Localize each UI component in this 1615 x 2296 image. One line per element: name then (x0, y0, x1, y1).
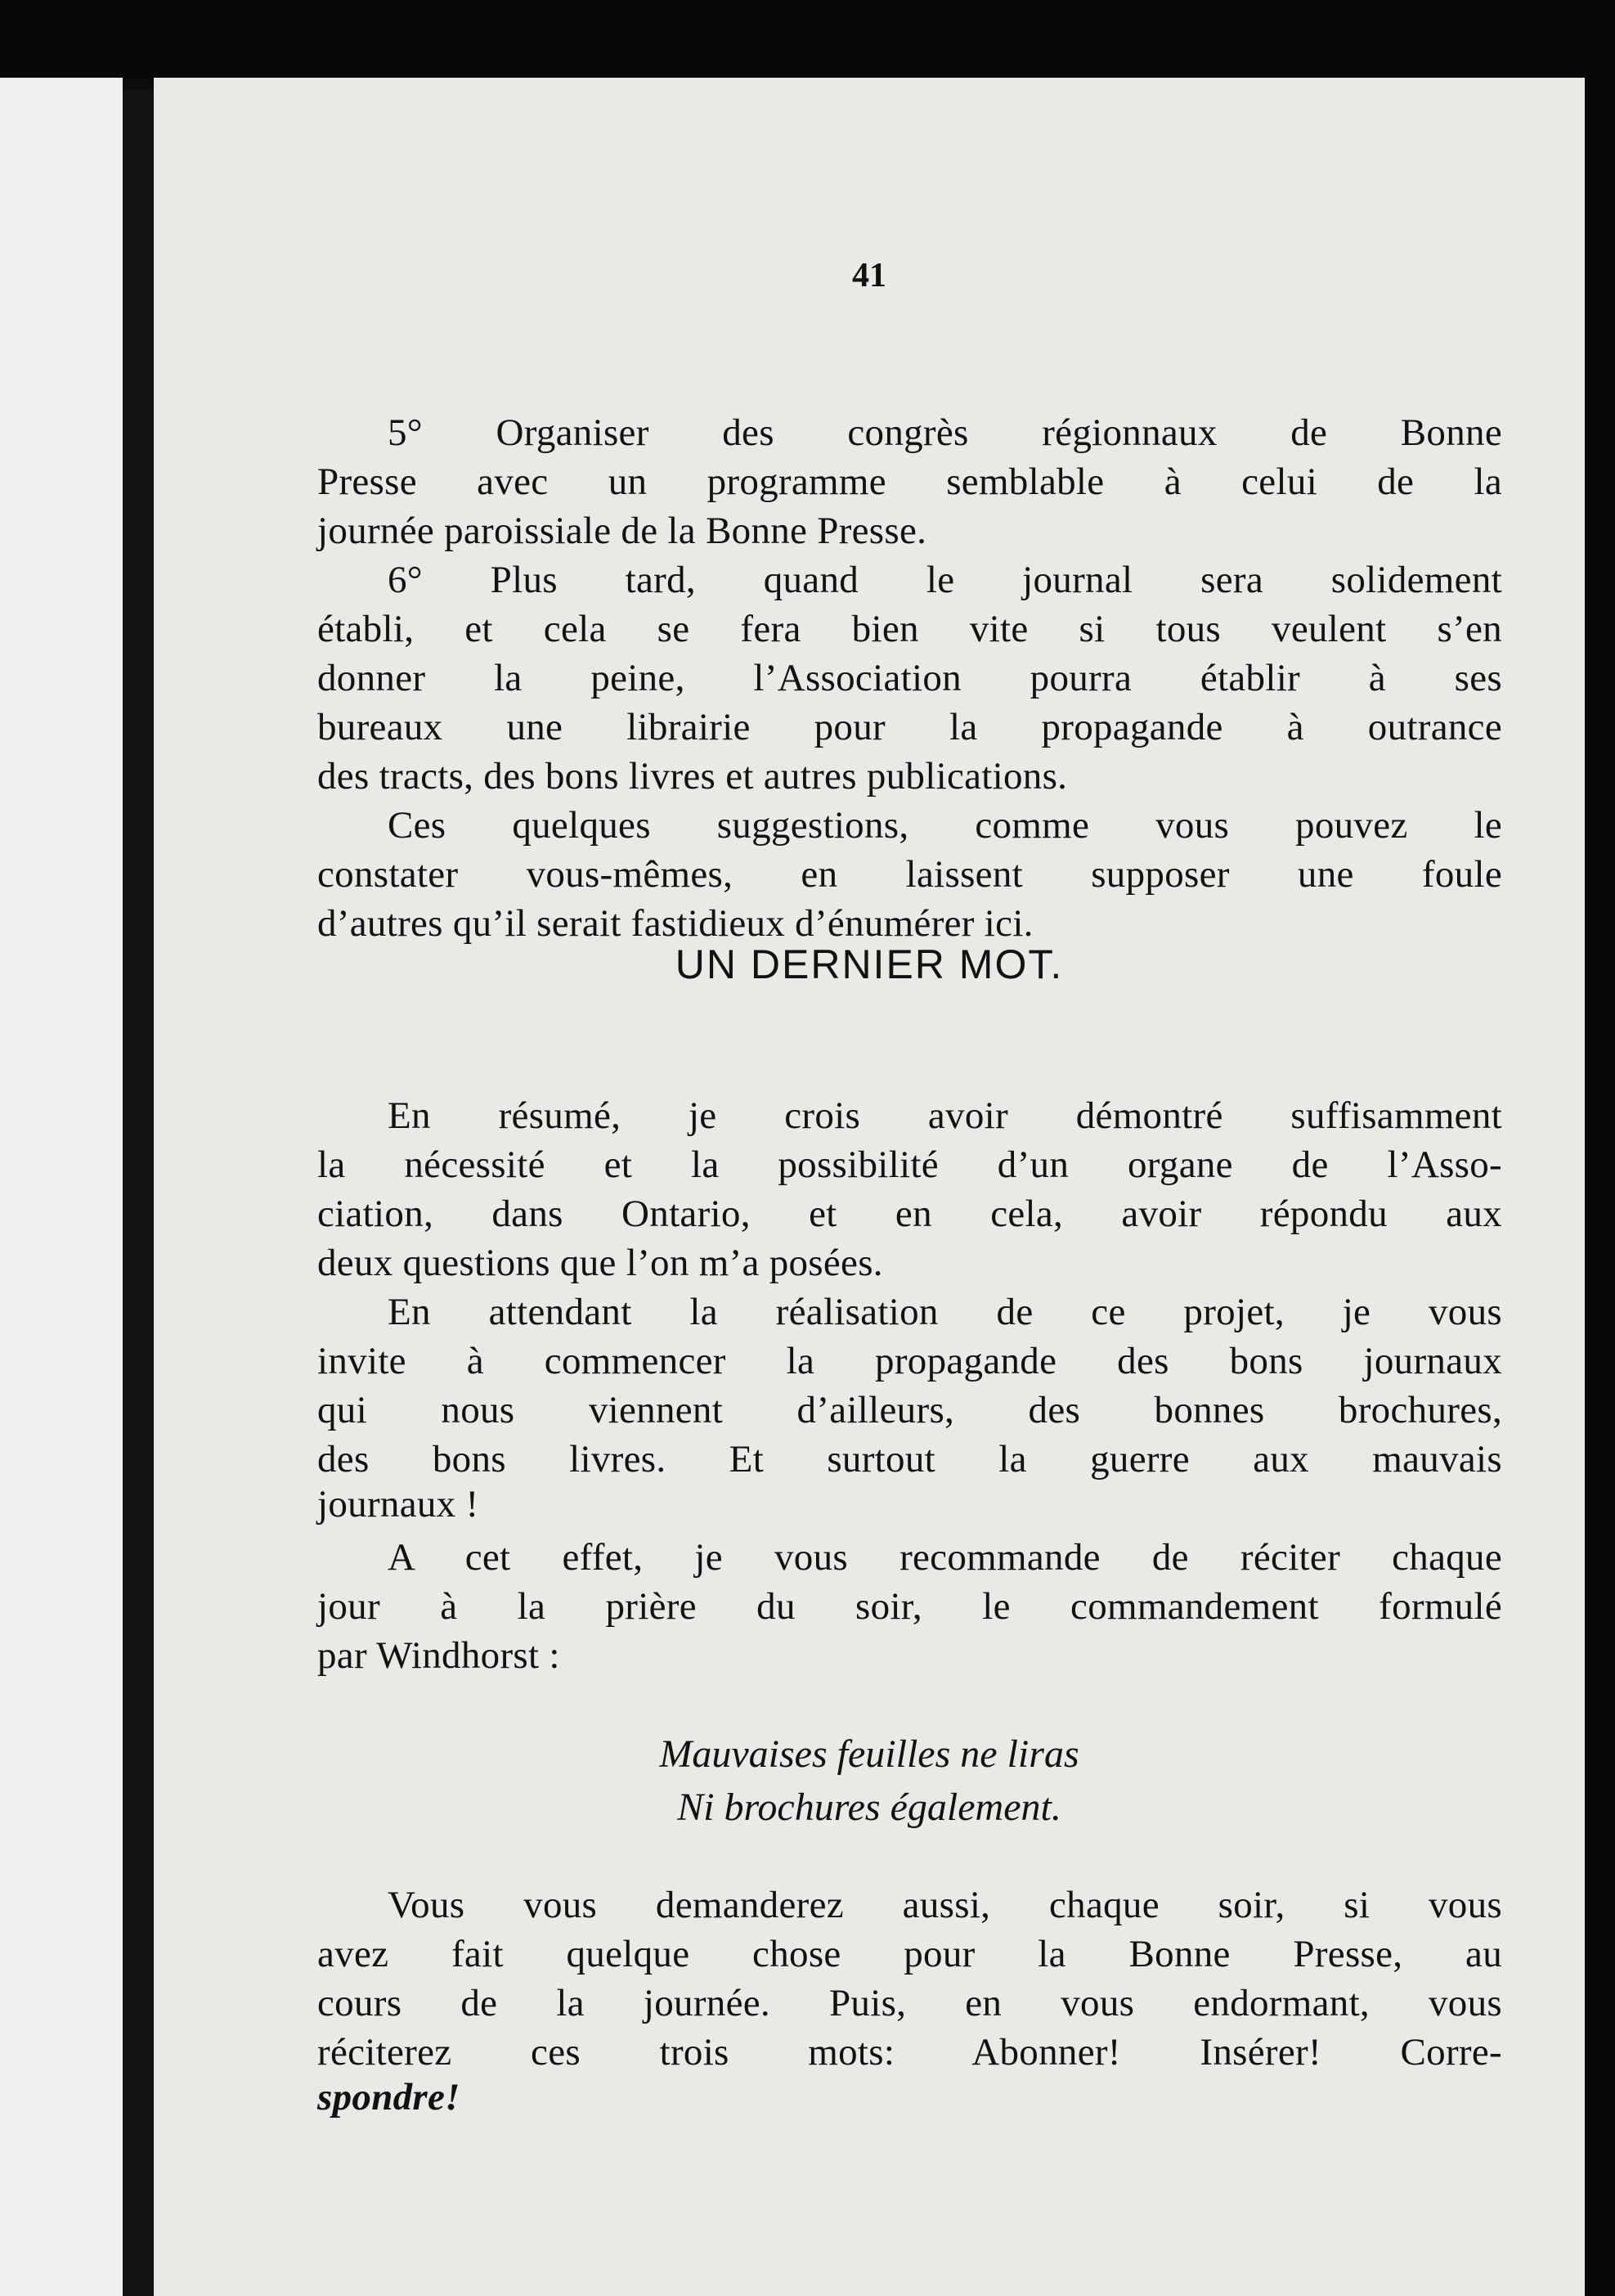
scan-top-border (0, 0, 1615, 78)
text-line: avez fait quelque chose pour la Bonne Presse, au (317, 1933, 1502, 1975)
text-line: Presse avec un programme semblable à celui de la (317, 461, 1502, 503)
text-line: d’autres qu’il serait fastidieux d’énumérer ici. (317, 902, 1034, 945)
text-line: Vous vous demanderez aussi, chaque soir, si vous (388, 1884, 1502, 1926)
text-line: cours de la journée. Puis, en vous endormant, vous (317, 1982, 1502, 2024)
text-line: En résumé, je crois avoir démontré suffisamment (388, 1094, 1502, 1137)
text-line: donner la peine, l’Association pourra établir à ses (317, 657, 1502, 699)
text-line: spondre! (317, 2076, 460, 2119)
text-line: réciterez ces trois mots: Abonner! Insérer! Corre- (317, 2031, 1502, 2074)
text-line: bureaux une librairie pour la propagande à outrance (317, 706, 1502, 748)
text-line: des tracts, des bons livres et autres publications. (317, 755, 1068, 798)
text-line: la nécessité et la possibilité d’un organe de l’Asso- (317, 1144, 1502, 1186)
page-number: 41 (852, 257, 886, 294)
scan-right-border (1585, 78, 1615, 2296)
text-line: jour à la prière du soir, le commandement formulé (317, 1585, 1502, 1628)
poem-line: Ni brochures également. (677, 1786, 1061, 1829)
facing-page-edge (0, 78, 123, 2296)
text-line: des bons livres. Et surtout la guerre aux mauvais (317, 1438, 1502, 1480)
text-line: 6° Plus tard, quand le journal sera solidement (388, 559, 1502, 601)
text-line: établi, et cela se fera bien vite si tous veulent s’en (317, 608, 1502, 650)
text-line: En attendant la réalisation de ce projet, je vous (388, 1291, 1502, 1333)
poem-line: Mauvaises feuilles ne liras (659, 1732, 1079, 1776)
text-line: 5° Organiser des congrès régionnaux de Bonne (388, 411, 1502, 454)
text-line: journée paroissiale de la Bonne Presse. (317, 510, 927, 552)
text-line: deux questions que l’on m’a posées. (317, 1242, 883, 1284)
text-line: ciation, dans Ontario, et en cela, avoir répondu aux (317, 1193, 1502, 1235)
text-line: qui nous viennent d’ailleurs, des bonnes brochures, (317, 1389, 1502, 1431)
section-heading: UN DERNIER MOT. (675, 941, 1064, 987)
text-line: constater vous-mêmes, en laissent supposer une foule (317, 853, 1502, 896)
text-line: par Windhorst : (317, 1634, 560, 1677)
text-line: A cet effet, je vous recommande de réciter chaque (388, 1536, 1502, 1579)
text-line: Ces quelques suggestions, comme vous pouvez le (388, 804, 1502, 847)
text-line: invite à commencer la propagande des bons journaux (317, 1340, 1502, 1382)
text-line: journaux ! (317, 1483, 479, 1525)
book-page (154, 78, 1585, 2296)
book-spine (123, 90, 154, 2296)
